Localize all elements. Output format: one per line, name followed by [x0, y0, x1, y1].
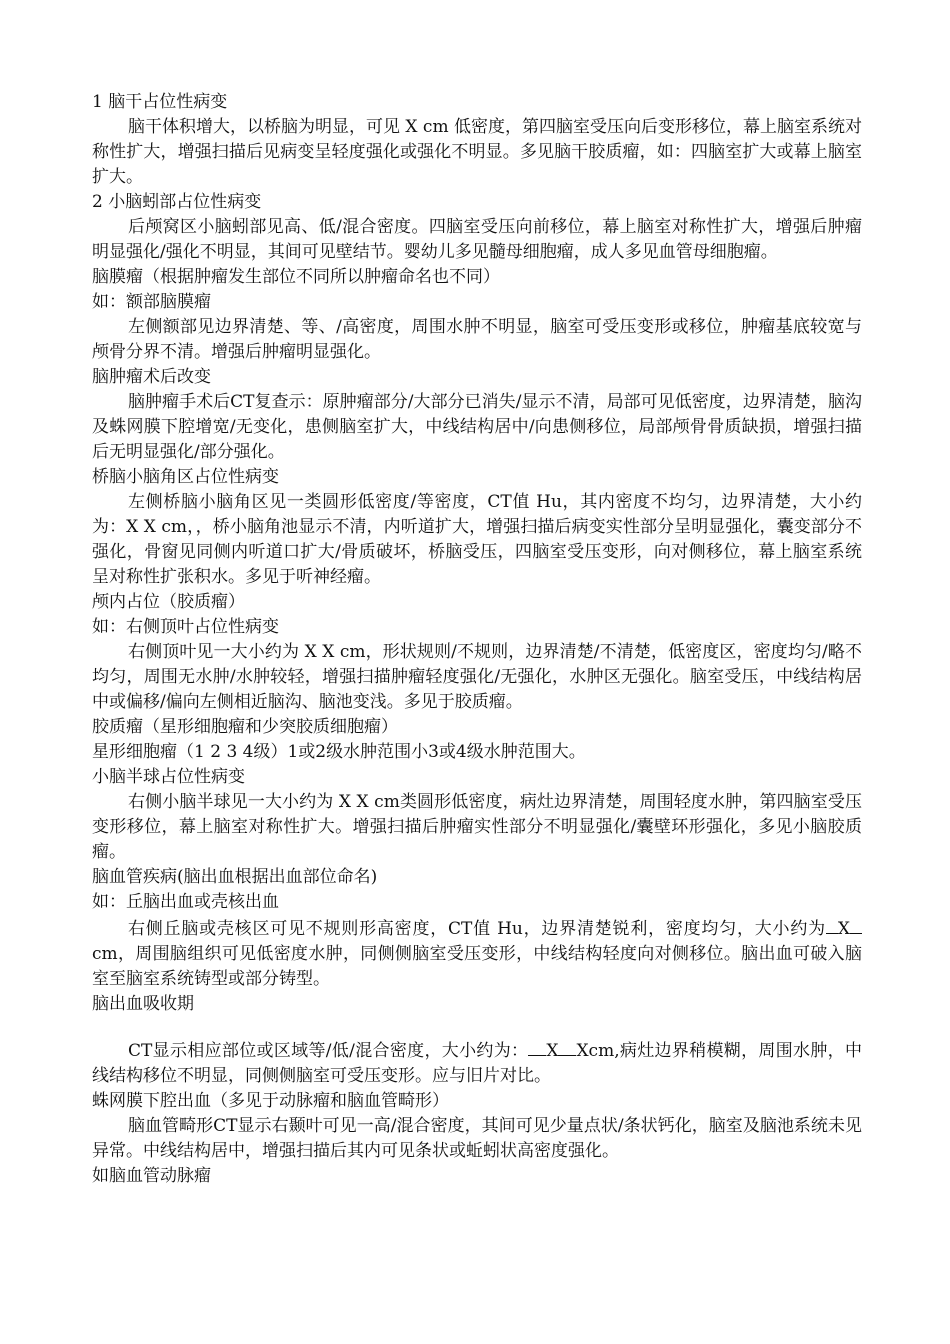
paragraph: 右侧顶叶见一大小约为 X X cm，形状规则/不规则，边界清楚/不清楚，低密度区，密度均匀/略不均匀，周围无水肿/水肿较轻，增强扫描肿瘤轻度强化/无强化，水肿区无强化。脑室受压，中线结构居中或偏移/偏向左侧相近脑沟、脑池变浅。多见于胶质瘤。: [92, 642, 862, 712]
section-heading: 如脑血管动脉瘤: [92, 1166, 211, 1186]
section-heading: 桥脑小脑角区占位性病变: [92, 467, 279, 487]
section-heading: 2 小脑蚓部占位性病变: [92, 192, 262, 212]
paragraph: 左侧额部见边界清楚、等、/高密度，周围水肿不明显，脑室可受压变形或移位，肿瘤基底较宽与颅骨分界不清。增强后肿瘤明显强化。: [92, 317, 862, 362]
paragraph: 脑血管畸形CT显示右颞叶可见一高/混合密度，其间可见少量点状/条状钙化，脑室及脑池系统未见异常。中线结构居中，增强扫描后其内可见条状或蚯蚓状高密度强化。: [92, 1116, 862, 1161]
section-heading: 颅内占位（胶质瘤）: [92, 592, 245, 612]
paragraph: [92, 1037, 862, 1089]
document-page: [92, 90, 862, 1189]
underline-blank: [528, 1037, 546, 1056]
example-line: 如：丘脑出血或壳核出血: [92, 892, 279, 912]
paragraph-text: Xcm,病灶边界稍模糊，周围水肿，中线结构移位不明显，同侧侧脑室可受压变形。应与旧片对比。: [92, 1041, 862, 1086]
example-line: 如：右侧顶叶占位性病变: [92, 617, 279, 637]
paragraph: 后颅窝区小脑蚓部见高、低/混合密度。四脑室受压向前移位，幕上脑室对称性扩大，增强后肿瘤明显强化/强化不明显，其间可见壁结节。婴幼儿多见髓母细胞瘤，成人多见血管母细胞瘤。: [92, 217, 862, 262]
example-line: 如：额部脑膜瘤: [92, 292, 211, 312]
underline-blank: [826, 915, 838, 934]
section-heading: 脑肿瘤术后改变: [92, 367, 211, 387]
paragraph-text: cm，周围脑组织可见低密度水肿，同侧侧脑室受压变形，中线结构轻度向对侧移位。脑出血可破入脑室至脑室系统铸型或部分铸型。: [92, 944, 862, 989]
paragraph-text: CT显示相应部位或区域等/低/混合密度，大小约为：: [128, 1041, 529, 1061]
paragraph: 右侧小脑半球见一大小约为 X X cm类圆形低密度，病灶边界清楚，周围轻度水肿，第四脑室受压变形移位，幕上脑室对称性扩大。增强扫描后肿瘤实性部分不明显强化/囊壁环形强化，多见小脑胶质瘤。: [92, 792, 862, 862]
paragraph-text: 右侧丘脑或壳核区可见不规则形高密度，CT值 Hu，边界清楚锐利，密度均匀，大小约为: [128, 919, 826, 939]
underline-blank: [850, 915, 862, 934]
paragraph: [92, 915, 862, 992]
spacer: [92, 1017, 862, 1037]
section-heading: 脑出血吸收期: [92, 994, 194, 1014]
text-line: 星形细胞瘤（1 2 3 4级）1或2级水肿范围小3或4级水肿范围大。: [92, 742, 586, 762]
section-heading: 脑膜瘤（根据肿瘤发生部位不同所以肿瘤命名也不同）: [92, 267, 500, 287]
paragraph: 脑干体积增大，以桥脑为明显，可见 X cm 低密度，第四脑室受压向后变形移位，幕上脑室系统对称性扩大，增强扫描后见病变呈轻度强化或强化不明显。多见脑干胶质瘤，如：四脑室扩大或幕上脑室扩大。: [92, 117, 862, 187]
section-heading: 脑血管疾病(脑出血根据出血部位命名): [92, 867, 378, 887]
underline-blank: [558, 1037, 576, 1056]
section-heading: 小脑半球占位性病变: [92, 767, 245, 787]
paragraph-text: X: [837, 919, 850, 939]
section-heading: 1 脑干占位性病变: [92, 92, 228, 112]
paragraph: 脑肿瘤手术后CT复查示：原肿瘤部分/大部分已消失/显示不清，局部可见低密度，边界清楚，脑沟及蛛网膜下腔增宽/无变化，患侧脑室扩大，中线结构居中/向患侧移位，局部颅骨骨质缺损，增强扫描后无明显强化/部分强化。: [92, 392, 862, 462]
paragraph-text: X: [546, 1041, 559, 1061]
section-heading: 胶质瘤（星形细胞瘤和少突胶质细胞瘤）: [92, 717, 398, 737]
paragraph: 左侧桥脑小脑角区见一类圆形低密度/等密度，CT值 Hu，其内密度不均匀，边界清楚，大小约为：X X cm，，桥小脑角池显示不清，内听道扩大，增强扫描后病变实性部分呈明显强化，囊变部分不强化，骨窗见同侧内听道口扩大/骨质破坏，桥脑受压，四脑室受压变形，向对侧移位，幕上脑室系统呈对称性扩张积水。多见于听神经瘤。: [92, 492, 862, 587]
section-heading: 蛛网膜下腔出血（多见于动脉瘤和脑血管畸形）: [92, 1091, 449, 1111]
